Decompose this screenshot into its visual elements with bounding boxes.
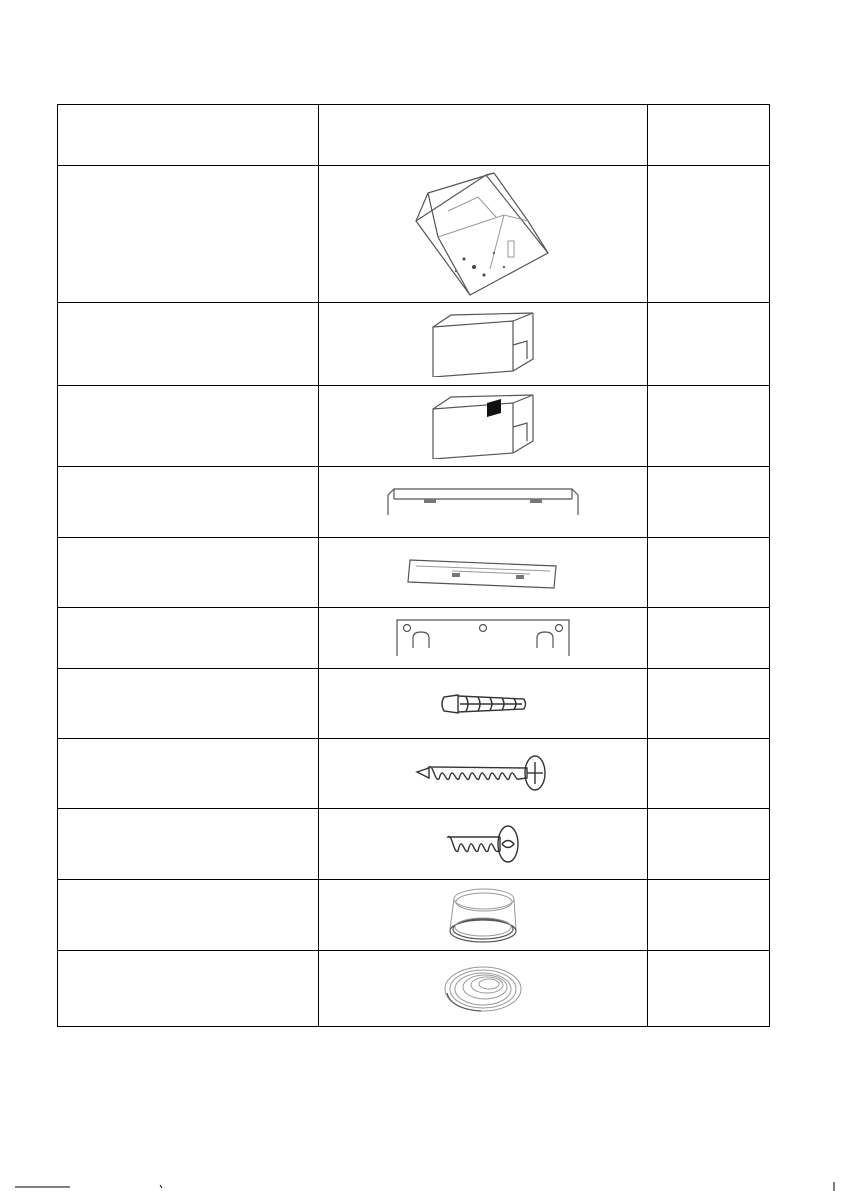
table-row xyxy=(58,951,770,1027)
part-quantity-cell xyxy=(648,951,770,1027)
table-row xyxy=(58,809,770,880)
part-name-cell xyxy=(58,467,319,538)
part-quantity-cell xyxy=(648,739,770,809)
part-picture-cell xyxy=(319,739,648,809)
table-row xyxy=(58,303,770,386)
part-name-cell xyxy=(58,739,319,809)
parts-list-table xyxy=(57,104,770,1027)
table-row xyxy=(58,166,770,303)
flexible-duct-hose-icon xyxy=(441,963,525,1015)
table-row xyxy=(58,538,770,608)
part-name-cell xyxy=(58,880,319,951)
part-quantity-cell xyxy=(648,166,770,303)
part-picture-cell xyxy=(319,467,648,538)
part-quantity-cell xyxy=(648,467,770,538)
part-picture-cell xyxy=(319,880,648,951)
part-name-cell xyxy=(58,809,319,880)
part-picture-cell xyxy=(319,951,648,1027)
part-name-cell xyxy=(58,669,319,739)
table-row xyxy=(58,467,770,538)
duct-cover-lower-icon xyxy=(427,393,539,459)
part-name-cell xyxy=(58,303,319,386)
page-edge-marks xyxy=(0,1182,841,1191)
part-picture-cell xyxy=(319,538,648,608)
header-picture-cell xyxy=(319,105,648,166)
part-quantity-cell xyxy=(648,538,770,608)
long-screw-icon xyxy=(415,754,551,794)
part-picture-cell xyxy=(319,669,648,739)
part-quantity-cell xyxy=(648,669,770,739)
part-picture-cell xyxy=(319,608,648,669)
part-name-cell xyxy=(58,608,319,669)
part-quantity-cell xyxy=(648,880,770,951)
part-name-cell xyxy=(58,538,319,608)
long-mounting-bracket-icon xyxy=(386,487,580,517)
part-quantity-cell xyxy=(648,303,770,386)
table-row xyxy=(58,386,770,467)
header-quantity-cell xyxy=(648,105,770,166)
short-screw-icon xyxy=(444,823,522,865)
wall-hanging-plate-icon xyxy=(395,618,571,658)
table-row xyxy=(58,669,770,739)
part-quantity-cell xyxy=(648,608,770,669)
table-row xyxy=(58,739,770,809)
wall-plug-icon xyxy=(438,691,528,717)
table-header-row xyxy=(58,105,770,166)
short-mounting-bracket-icon xyxy=(406,556,560,590)
part-name-cell xyxy=(58,386,319,467)
header-name-cell xyxy=(58,105,319,166)
table-row xyxy=(58,880,770,951)
part-picture-cell xyxy=(319,386,648,467)
duct-adapter-ring-icon xyxy=(444,885,522,945)
part-picture-cell xyxy=(319,166,648,303)
part-name-cell xyxy=(58,166,319,303)
table-row xyxy=(58,608,770,669)
part-name-cell xyxy=(58,951,319,1027)
duct-cover-upper-icon xyxy=(427,311,539,377)
part-picture-cell xyxy=(319,303,648,386)
part-quantity-cell xyxy=(648,809,770,880)
chimney-hood-body-icon xyxy=(408,171,558,297)
part-picture-cell xyxy=(319,809,648,880)
part-quantity-cell xyxy=(648,386,770,467)
